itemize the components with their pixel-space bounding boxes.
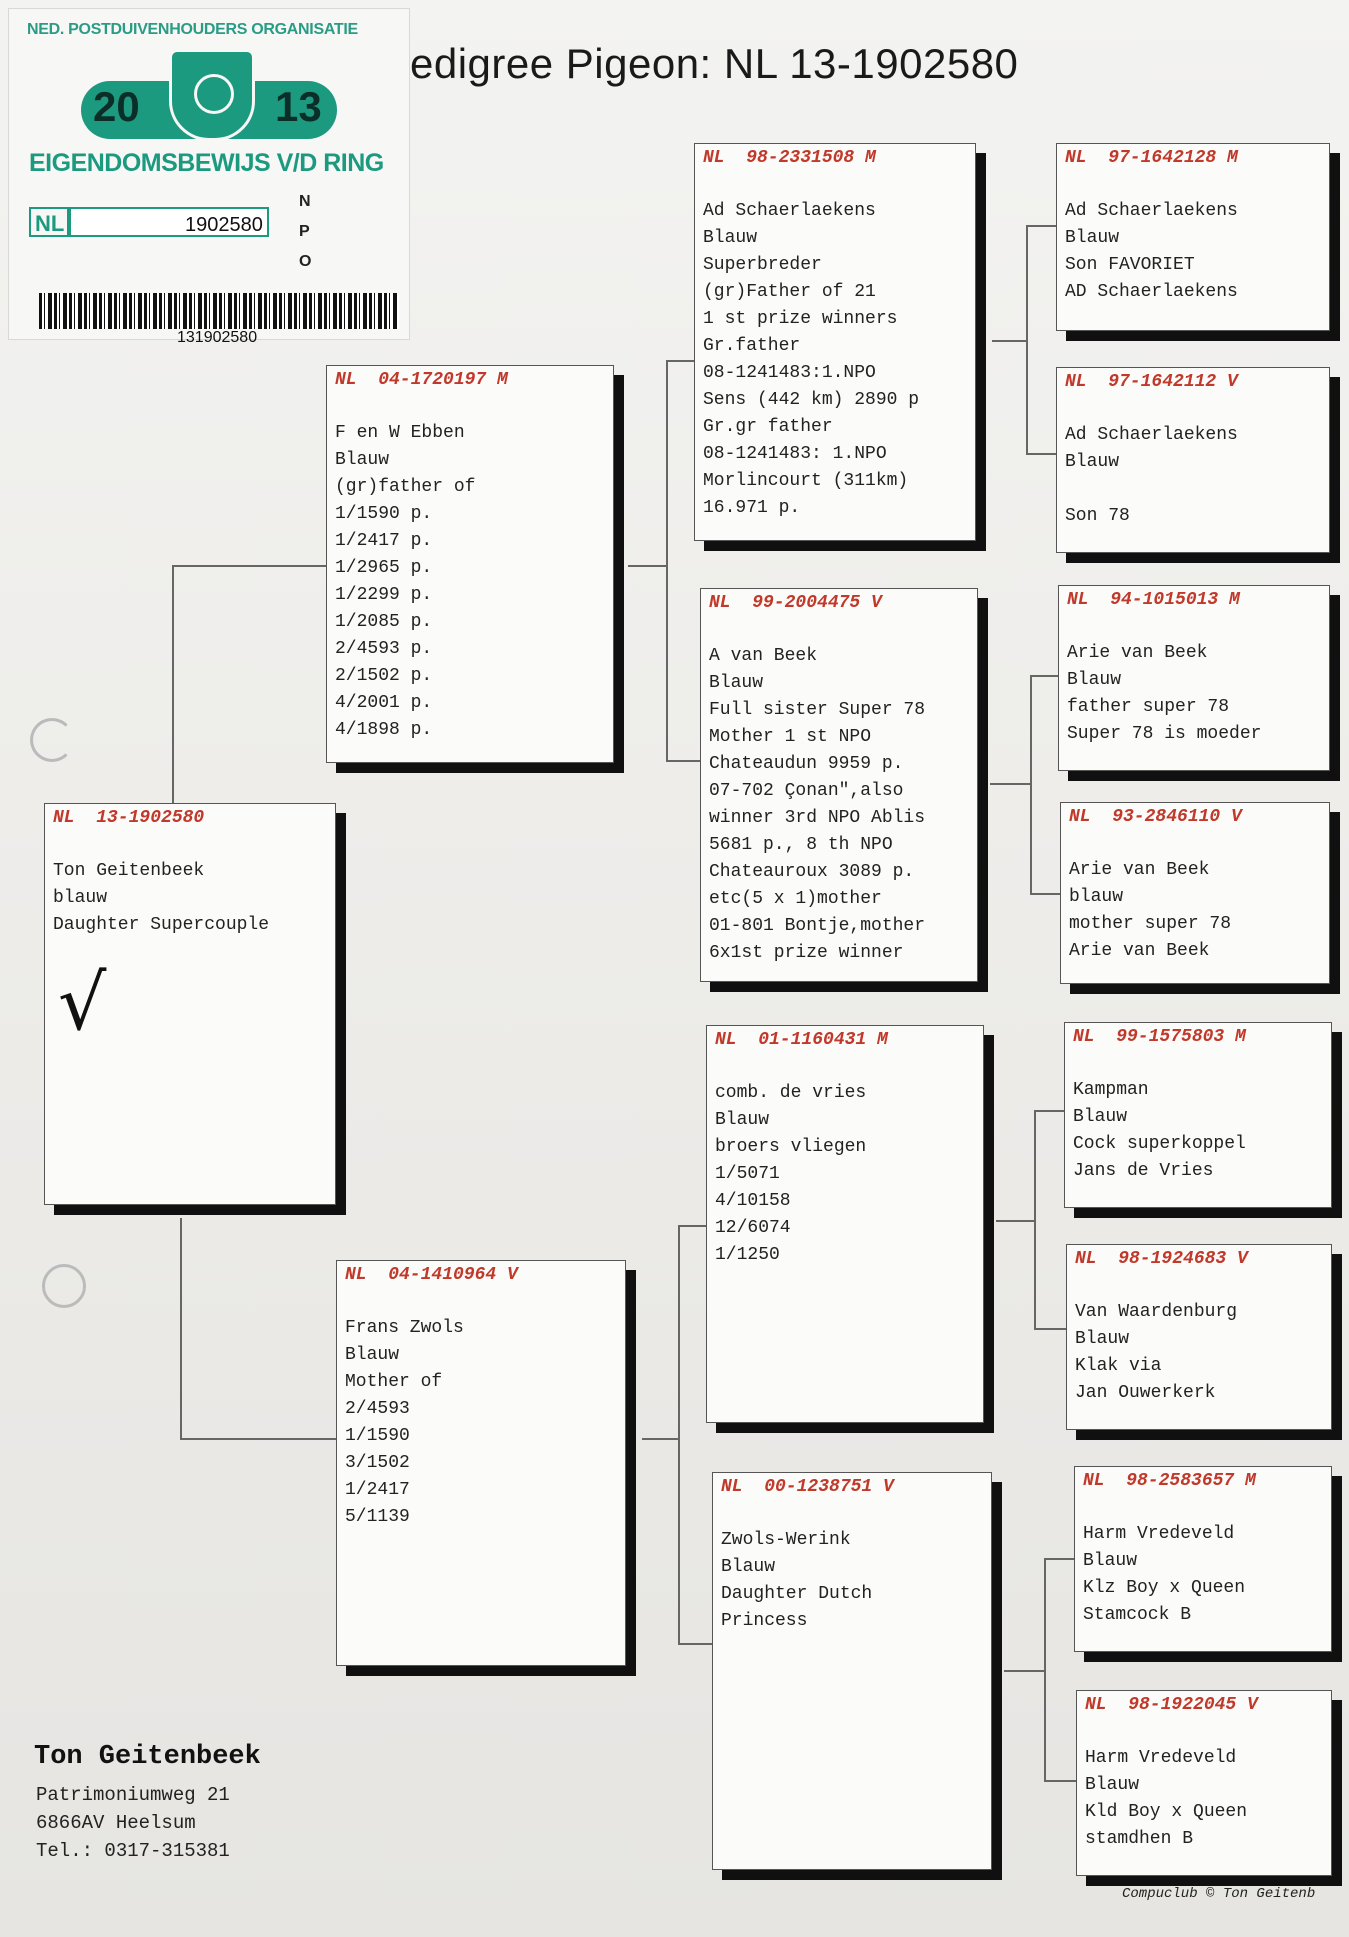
detail-line: 1/5071 (715, 1164, 780, 1184)
detail-line: Son 78 (1065, 506, 1130, 526)
pigeon-details (1073, 1077, 1325, 1185)
detail-line: Blauw (1085, 1775, 1140, 1795)
connector (1026, 225, 1028, 455)
connector (678, 1225, 706, 1227)
ring-number: NL 94-1015013 M (1067, 590, 1240, 610)
detail-line: AD Schaerlaekens (1065, 282, 1238, 302)
detail-line: Blauw (1065, 228, 1120, 248)
detail-line: Full sister Super 78 (709, 700, 926, 720)
detail-line: Ad Schaerlaekens (1065, 201, 1238, 221)
detail-line: 2/4593 p. (335, 639, 433, 659)
detail-line: Frans Zwols (345, 1318, 464, 1338)
detail-line (1065, 476, 1323, 503)
detail-line: 1 st prize winners (703, 309, 898, 329)
owner-street: Patrimoniumweg 21 (36, 1784, 230, 1806)
detail-line: 4/1898 p. (335, 720, 433, 740)
ring-number: NL 04-1720197 M (335, 370, 508, 390)
certificate-label: EIGENDOMSBEWIJS V/D RING (29, 149, 384, 177)
pedigree-box-ggp-1 (1056, 143, 1330, 331)
check-mark: √ (58, 958, 107, 1047)
pigeon-details (1065, 422, 1323, 530)
detail-line: Klak via (1075, 1356, 1162, 1376)
connector (1030, 675, 1058, 677)
pigeon-details (1067, 640, 1323, 748)
ring-number: NL 98-1922045 V (1085, 1695, 1258, 1715)
lion-shield-icon (169, 49, 255, 141)
pigeon-details (335, 420, 607, 744)
ring-number: NL 98-2331508 M (703, 148, 876, 168)
detail-line: Ton Geitenbeek (53, 861, 205, 881)
owner-name: Ton Geitenbeek (34, 1742, 261, 1772)
detail-line: Arie van Beek (1069, 860, 1210, 880)
detail-line: Blauw (1065, 452, 1120, 472)
connector (666, 360, 694, 362)
detail-line: blauw (53, 888, 108, 908)
detail-line: Blauw (1067, 670, 1122, 690)
detail-line: 2/4593 (345, 1399, 410, 1419)
pigeon-details (709, 643, 971, 967)
detail-line: etc(5 x 1)mother (709, 889, 882, 909)
footer-credit: Compuclub © Ton Geitenb (1122, 1886, 1316, 1902)
detail-line: 16.971 p. (703, 498, 801, 518)
connector (1026, 225, 1056, 227)
connector (1030, 675, 1032, 895)
detail-line: Super 78 is moeder (1067, 724, 1262, 744)
connector (992, 340, 1028, 342)
detail-line: 01-801 Bontje,mother (709, 916, 926, 936)
pigeon-details (1083, 1521, 1325, 1629)
binder-hole (42, 1264, 86, 1308)
detail-line: Zwols-Werink (721, 1530, 851, 1550)
detail-line: 1/1590 p. (335, 504, 433, 524)
detail-line: Mother 1 st NPO (709, 727, 872, 747)
detail-line: 08-1241483:1.NPO (703, 363, 876, 383)
certificate-country: NL (29, 207, 69, 237)
ring-number: NL 99-1575803 M (1073, 1027, 1246, 1047)
connector (172, 565, 326, 567)
ring-number: NL 13-1902580 (53, 808, 205, 828)
connector (1044, 1558, 1046, 1782)
detail-line: Blauw (1075, 1329, 1130, 1349)
detail-line: 1/1590 (345, 1426, 410, 1446)
detail-line: 3/1502 (345, 1453, 410, 1473)
detail-line: F en W Ebben (335, 423, 465, 443)
ring-number: NL 93-2846110 V (1069, 807, 1242, 827)
pedigree-box-ggp-4 (1060, 802, 1330, 984)
detail-line: comb. de vries (715, 1083, 867, 1103)
detail-line: Kampman (1073, 1080, 1149, 1100)
detail-line: winner 3rd NPO Ablis (709, 808, 926, 828)
pigeon-details (345, 1315, 619, 1531)
connector (642, 1438, 680, 1440)
ring-number: NL 98-2583657 M (1083, 1471, 1256, 1491)
connector (1030, 893, 1060, 895)
pigeon-details (721, 1527, 985, 1635)
detail-line: Gr.gr father (703, 417, 833, 437)
detail-line: Stamcock B (1083, 1605, 1192, 1625)
ring-number: NL 99-2004475 V (709, 593, 882, 613)
connector (1034, 1110, 1064, 1112)
connector (180, 1218, 182, 1440)
detail-line: Harm Vredeveld (1083, 1524, 1235, 1544)
detail-line: 1/2417 (345, 1480, 410, 1500)
pedigree-box-dam (336, 1260, 626, 1666)
connector (1034, 1328, 1066, 1330)
detail-line: Jans de Vries (1073, 1161, 1214, 1181)
pedigree-box-grandsire-2 (706, 1025, 984, 1423)
detail-line: blauw (1069, 887, 1124, 907)
detail-line: Blauw (715, 1110, 770, 1130)
ring-number: NL 01-1160431 M (715, 1030, 888, 1050)
connector (678, 1225, 680, 1645)
certificate-ring-number: 1902580 (185, 214, 263, 236)
pigeon-details (703, 198, 969, 522)
detail-line: Gr.father (703, 336, 801, 356)
connector (678, 1643, 712, 1645)
connector (666, 760, 700, 762)
detail-line: 5/1139 (345, 1507, 410, 1527)
detail-line: Daughter Dutch (721, 1584, 873, 1604)
certificate-year-right: 13 (275, 83, 322, 130)
detail-line: 1/2299 p. (335, 585, 433, 605)
pedigree-box-ggp-5 (1064, 1022, 1332, 1208)
certificate-year-left: 20 (93, 83, 140, 130)
ring-number: NL 04-1410964 V (345, 1265, 518, 1285)
detail-line: mother super 78 (1069, 914, 1232, 934)
pedigree-box-granddam-2 (712, 1472, 992, 1870)
connector (628, 565, 668, 567)
detail-line: Daughter Supercouple (53, 915, 270, 935)
detail-line: Van Waardenburg (1075, 1302, 1238, 1322)
ownership-certificate (8, 8, 410, 346)
detail-line: (gr)Father of 21 (703, 282, 876, 302)
detail-line: Blauw (345, 1345, 400, 1365)
detail-line: Chateaudun 9959 p. (709, 754, 904, 774)
connector (1034, 1110, 1036, 1330)
detail-line: Sens (442 km) 2890 p (703, 390, 920, 410)
pigeon-details (1075, 1299, 1325, 1407)
detail-line: 6x1st prize winner (709, 943, 904, 963)
ring-number: NL 00-1238751 V (721, 1477, 894, 1497)
ring-number: NL 97-1642112 V (1065, 372, 1238, 392)
detail-line: 08-1241483: 1.NPO (703, 444, 887, 464)
detail-line: (gr)father of (335, 477, 476, 497)
detail-line: 4/10158 (715, 1191, 791, 1211)
detail-line: 1/2417 p. (335, 531, 433, 551)
pedigree-box-ggp-6 (1066, 1244, 1332, 1430)
detail-line: 1/1250 (715, 1245, 780, 1265)
pigeon-details (1065, 198, 1323, 306)
detail-line: Mother of (345, 1372, 443, 1392)
detail-line: stamdhen B (1085, 1829, 1194, 1849)
connector (996, 1220, 1036, 1222)
pedigree-box-granddam-1 (700, 588, 978, 982)
connector (1044, 1780, 1076, 1782)
ring-number: NL 97-1642128 M (1065, 148, 1238, 168)
connector (1026, 453, 1056, 455)
detail-line: Arie van Beek (1067, 643, 1208, 663)
detail-line: 07-702 Çonan",also (709, 781, 904, 801)
detail-line: Klz Boy x Queen (1083, 1578, 1246, 1598)
detail-line: 5681 p., 8 th NPO (709, 835, 893, 855)
detail-line: Blauw (703, 228, 758, 248)
detail-line: Son FAVORIET (1065, 255, 1195, 275)
connector (1044, 1558, 1074, 1560)
pedigree-box-grandsire-1 (694, 143, 976, 541)
barcode-number: 131902580 (177, 329, 258, 346)
pedigree-box-ggp-7 (1074, 1466, 1332, 1652)
detail-line: Morlincourt (311km) (703, 471, 909, 491)
detail-line: 12/6074 (715, 1218, 791, 1238)
detail-line: Blauw (1073, 1107, 1128, 1127)
npo-logo: N P O (299, 193, 312, 270)
pedigree-box-sire (326, 365, 614, 763)
owner-phone: Tel.: 0317-315381 (36, 1840, 230, 1862)
detail-line: Arie van Beek (1069, 941, 1210, 961)
detail-line: Blauw (709, 673, 764, 693)
detail-line: Kld Boy x Queen (1085, 1802, 1248, 1822)
detail-line: 4/2001 p. (335, 693, 433, 713)
connector (990, 783, 1032, 785)
detail-line: Blauw (721, 1557, 776, 1577)
detail-line: Blauw (1083, 1551, 1138, 1571)
pigeon-details (53, 858, 329, 939)
detail-line: 1/2965 p. (335, 558, 433, 578)
detail-line: Jan Ouwerkerk (1075, 1383, 1216, 1403)
detail-line: Chateauroux 3089 p. (709, 862, 915, 882)
detail-line: Harm Vredeveld (1085, 1748, 1237, 1768)
pedigree-box-ggp-8 (1076, 1690, 1332, 1876)
detail-line: Superbreder (703, 255, 822, 275)
page-title: edigree Pigeon: NL 13-1902580 (410, 40, 1019, 87)
pedigree-box-ggp-2 (1056, 367, 1330, 553)
detail-line: father super 78 (1067, 697, 1230, 717)
detail-line: A van Beek (709, 646, 818, 666)
barcode (39, 293, 399, 329)
detail-line: broers vliegen (715, 1137, 867, 1157)
pigeon-details (1085, 1745, 1325, 1853)
binder-hole (30, 718, 74, 762)
ring-number: NL 98-1924683 V (1075, 1249, 1248, 1269)
pigeon-details (1069, 857, 1323, 965)
detail-line: Ad Schaerlaekens (703, 201, 876, 221)
detail-line: Princess (721, 1611, 808, 1631)
detail-line: Cock superkoppel (1073, 1134, 1246, 1154)
detail-line: Blauw (335, 450, 390, 470)
detail-line: 2/1502 p. (335, 666, 433, 686)
connector (172, 565, 174, 803)
owner-city: 6866AV Heelsum (36, 1812, 196, 1834)
pedigree-box-ggp-3 (1058, 585, 1330, 771)
certificate-org: NED. POSTDUIVENHOUDERS ORGANISATIE (27, 21, 358, 38)
pigeon-details (715, 1080, 977, 1269)
connector (666, 360, 668, 760)
detail-line: 1/2085 p. (335, 612, 433, 632)
connector (180, 1438, 336, 1440)
connector (1004, 1670, 1046, 1672)
detail-line: Ad Schaerlaekens (1065, 425, 1238, 445)
